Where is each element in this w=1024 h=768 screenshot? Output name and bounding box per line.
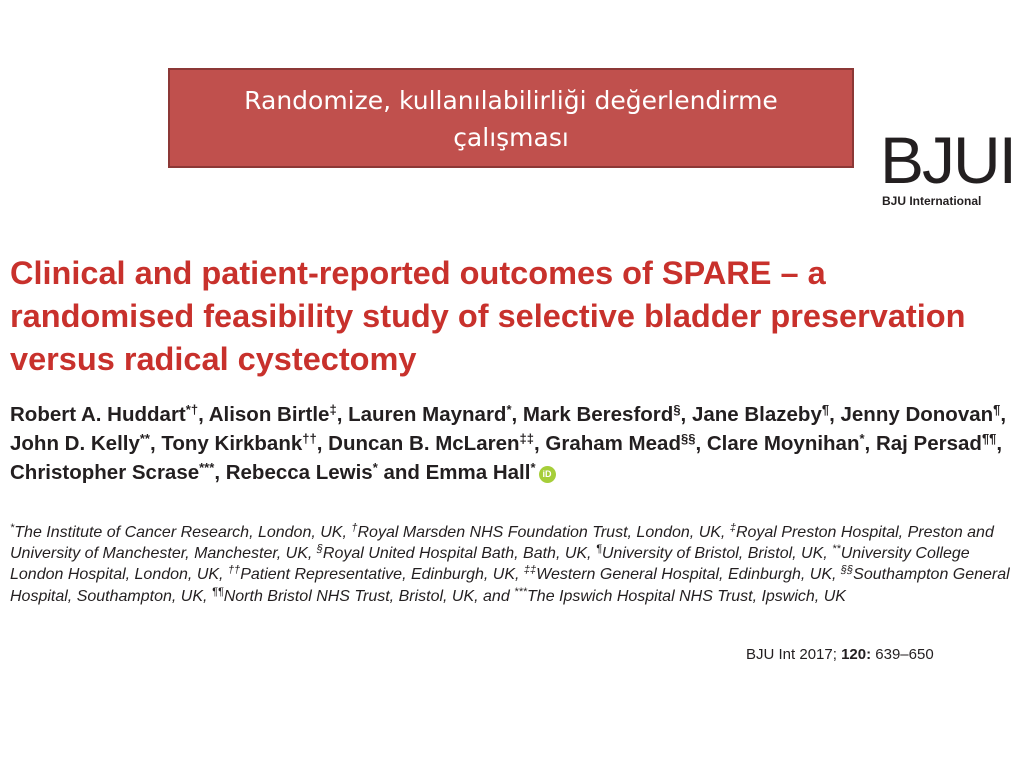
affiliation-text: Western General Hospital, Edinburgh, UK, bbox=[536, 566, 841, 584]
author-name: Jenny Donovan bbox=[840, 403, 994, 426]
author-list bbox=[10, 400, 1016, 487]
author-affiliation-mark: * bbox=[859, 431, 865, 446]
affiliation-mark: ‡ bbox=[729, 522, 736, 534]
author-separator: , bbox=[511, 403, 523, 426]
affiliation-text: Royal Preston Hospital, Preston and University of Manchester, Manchester, UK, bbox=[10, 524, 994, 563]
author-affiliation-mark: §§ bbox=[680, 431, 696, 446]
author-separator: , bbox=[316, 432, 329, 455]
affiliation-mark: §§ bbox=[840, 564, 854, 577]
author-affiliation-mark: ‡‡ bbox=[519, 431, 534, 446]
author-affiliation-mark: *** bbox=[199, 460, 215, 475]
author-name: Emma Hall bbox=[425, 461, 531, 484]
author-name: Alison Birtle bbox=[208, 403, 330, 426]
author-separator: , bbox=[1000, 403, 1007, 426]
author-name: John D. Kelly bbox=[10, 432, 140, 455]
affiliation-mark: † bbox=[351, 522, 358, 534]
author-separator: , bbox=[864, 432, 876, 455]
author-name: Graham Mead bbox=[545, 432, 681, 455]
author-separator: and bbox=[377, 461, 426, 484]
author-affiliation-mark: †† bbox=[302, 431, 317, 446]
orcid-icon[interactable]: iD bbox=[539, 466, 556, 483]
affiliation-text: North Bristol NHS Trust, Bristol, UK, and bbox=[223, 587, 515, 605]
author-affiliation-mark: § bbox=[673, 402, 681, 417]
citation-volume: 120: bbox=[841, 646, 872, 663]
affiliation-text: Royal Marsden NHS Foundation Trust, London, UK, bbox=[357, 524, 730, 541]
banner-line-1: Randomize, kullanılabilirliği değerlendirme bbox=[244, 86, 778, 115]
journal-logo bbox=[880, 123, 1020, 212]
author-name: Robert A. Huddart bbox=[10, 403, 186, 426]
author-name: Duncan B. McLaren bbox=[328, 432, 520, 455]
slide-banner bbox=[168, 68, 854, 168]
author-name: Mark Beresford bbox=[522, 403, 674, 426]
author-name: Raj Persad bbox=[875, 432, 982, 455]
affiliation-text: The Institute of Cancer Research, London, UK, bbox=[14, 524, 352, 541]
author-separator: , bbox=[680, 403, 692, 426]
logo-subtitle: BJU International bbox=[882, 194, 982, 208]
author-name: Rebecca Lewis bbox=[225, 461, 373, 484]
author-separator: , bbox=[829, 403, 841, 426]
banner-line-2: çalışması bbox=[453, 123, 569, 152]
affiliation-mark: ** bbox=[832, 543, 841, 556]
author-separator: , bbox=[214, 461, 226, 484]
author-separator: , bbox=[996, 432, 1003, 455]
affiliation-mark: * bbox=[10, 522, 15, 534]
author-affiliation-mark: ¶ bbox=[993, 402, 1001, 417]
article-title: Clinical and patient-reported outcomes of SPARE – a randomised feasibility study of selective bladder preservation versus radical cystectomy bbox=[10, 255, 966, 377]
citation bbox=[746, 646, 934, 663]
affiliation-text: Royal United Hospital Bath, Bath, UK, bbox=[322, 545, 596, 563]
affiliation-text: Southampton General Hospital, Southampton, UK, bbox=[10, 566, 1010, 605]
affiliation-text: University of Bristol, Bristol, UK, bbox=[601, 545, 833, 563]
affiliation-mark: ¶¶ bbox=[211, 585, 224, 598]
affiliation-list bbox=[10, 522, 1016, 607]
affiliation-mark: ¶ bbox=[595, 543, 602, 556]
citation-journal-year: BJU Int 2017; bbox=[746, 646, 842, 663]
author-affiliation-mark: *† bbox=[185, 402, 199, 417]
author-affiliation-mark: ¶¶ bbox=[981, 431, 997, 446]
author-affiliation-mark: * bbox=[506, 402, 512, 417]
author-name: Christopher Scrase bbox=[10, 461, 200, 484]
affiliation-text: The Ipswich Hospital NHS Trust, Ipswich, UK bbox=[527, 587, 846, 605]
author-affiliation-mark: ‡ bbox=[329, 402, 337, 417]
author-separator: , bbox=[695, 432, 707, 455]
author-name: Lauren Maynard bbox=[348, 403, 507, 426]
author-name: Tony Kirkbank bbox=[161, 432, 303, 455]
author-name: Jane Blazeby bbox=[691, 403, 822, 426]
affiliation-mark: § bbox=[316, 543, 323, 556]
logo-mark: BJUI bbox=[880, 123, 1016, 197]
affiliation-mark: *** bbox=[514, 585, 528, 598]
author-separator: , bbox=[149, 432, 162, 455]
affiliation-text: University College London Hospital, London, UK, bbox=[10, 545, 970, 584]
author-name: Clare Moynihan bbox=[706, 432, 860, 455]
author-affiliation-mark: ¶ bbox=[821, 402, 830, 417]
citation-pages: 639–650 bbox=[871, 646, 934, 663]
author-affiliation-mark: ** bbox=[139, 431, 150, 446]
affiliation-mark: ‡‡ bbox=[523, 564, 537, 577]
affiliation-mark: †† bbox=[227, 564, 241, 577]
affiliation-text: Patient Representative, Edinburgh, UK, bbox=[240, 566, 524, 584]
author-separator: , bbox=[198, 403, 209, 426]
author-affiliation-mark: * bbox=[372, 460, 378, 475]
author-affiliation-mark: * bbox=[530, 460, 536, 475]
author-separator: , bbox=[336, 403, 349, 426]
author-separator: , bbox=[533, 432, 546, 455]
